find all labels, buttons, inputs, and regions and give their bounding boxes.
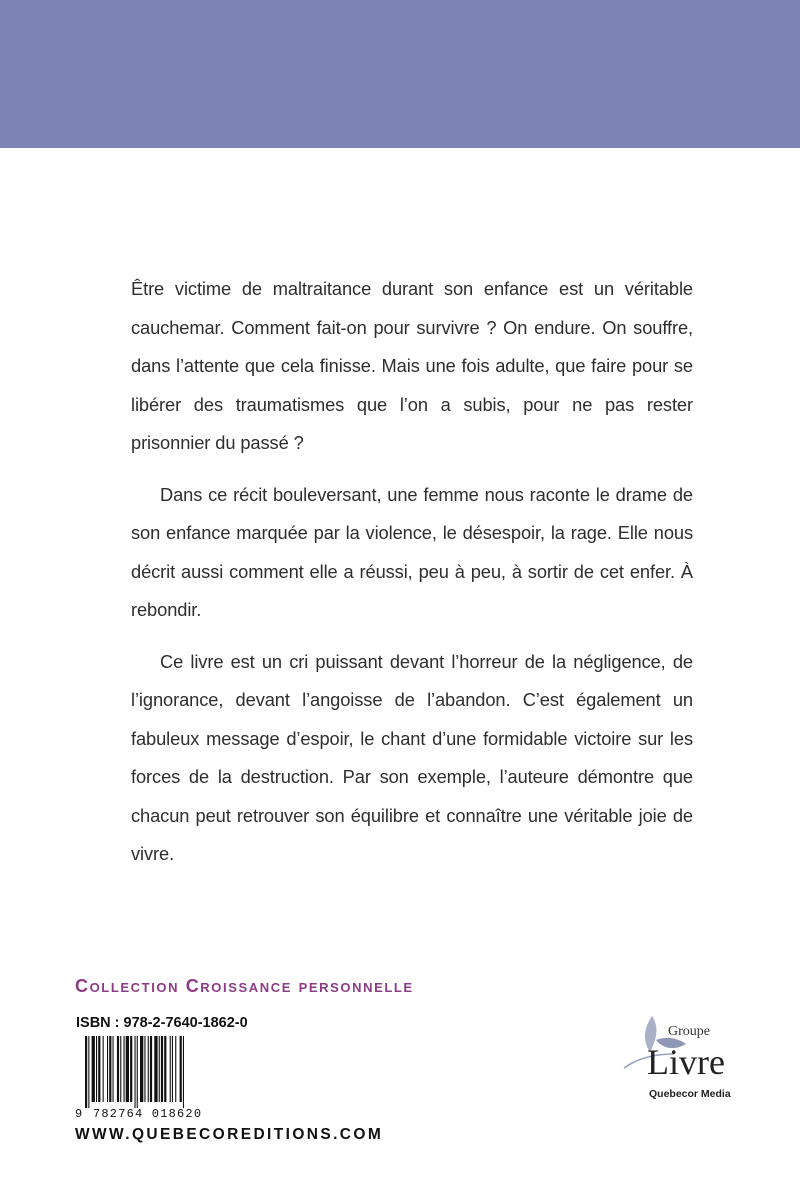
logo-line-quebecor-media: Quebecor Media bbox=[649, 1088, 731, 1100]
barcode-bar bbox=[92, 1036, 95, 1102]
barcode-bar bbox=[88, 1036, 89, 1108]
barcode-bar bbox=[150, 1036, 152, 1102]
barcode-digits: 782764 018620 bbox=[93, 1107, 203, 1121]
barcode-bar bbox=[96, 1036, 97, 1102]
barcode-bar bbox=[117, 1036, 119, 1102]
barcode-bar bbox=[159, 1036, 160, 1102]
barcode-bar bbox=[135, 1036, 136, 1108]
barcode-bar bbox=[175, 1036, 176, 1102]
barcode-bar bbox=[144, 1036, 145, 1102]
isbn-label: ISBN : 978-2-7640-1862-0 bbox=[76, 1015, 248, 1031]
barcode-bar bbox=[161, 1036, 163, 1102]
barcode-bar bbox=[120, 1036, 121, 1102]
barcode-first-digit: 9 bbox=[75, 1107, 83, 1121]
barcode-bar bbox=[140, 1036, 143, 1102]
barcode-bar bbox=[126, 1036, 129, 1102]
barcode-bar bbox=[137, 1036, 138, 1108]
back-cover-blurb bbox=[131, 270, 693, 887]
barcode-bar bbox=[154, 1036, 157, 1102]
publisher-website: WWW.QUEBECOREDITIONS.COM bbox=[75, 1126, 384, 1143]
logo-line-livre: Livre bbox=[647, 1042, 725, 1082]
publisher-logo bbox=[620, 1010, 740, 1120]
blurb-paragraph-1: Être victime de maltraitance durant son enfance est un véritable cauchemar. Comment fait-on pour survivre ? On endure. On souffre, dans l’attente que cela finisse. Mais une fois adulte, que faire pour se libérer des traumatismes que l’on a subis, pour ne pas rester prisonnier du passé ? bbox=[131, 278, 693, 453]
barcode-bar bbox=[172, 1036, 173, 1102]
barcode-bar bbox=[113, 1036, 114, 1102]
barcode-bar bbox=[107, 1036, 108, 1102]
collection-title: Collection Croissance personnelle bbox=[75, 976, 414, 996]
barcode-bar bbox=[109, 1036, 111, 1102]
barcode-bar bbox=[98, 1036, 100, 1102]
barcode-bar bbox=[124, 1036, 125, 1102]
barcode-bar bbox=[85, 1036, 87, 1108]
blurb-paragraph-2: Dans ce récit bouleversant, une femme nous raconte le drame de son enfance marquée par la violence, le désespoir, la rage. Elle nous décrit aussi comment elle a réussi, peu à peu, à sortir de cet enfer. À rebondir. bbox=[131, 483, 693, 620]
top-color-band bbox=[0, 0, 800, 148]
barcode-bar bbox=[130, 1036, 132, 1102]
barcode-bar bbox=[103, 1036, 104, 1102]
barcode-bar bbox=[148, 1036, 149, 1102]
barcode-bar bbox=[164, 1036, 166, 1102]
logo-line-groupe: Groupe bbox=[668, 1024, 710, 1039]
barcode-bars bbox=[75, 1036, 235, 1108]
barcode bbox=[75, 1036, 235, 1124]
barcode-bar bbox=[170, 1036, 171, 1102]
barcode-bar bbox=[180, 1036, 182, 1102]
blurb-paragraph-3: Ce livre est un cri puissant devant l’horreur de la négligence, de l’ignorance, devant l’angoisse de l’abandon. C’est également un fabuleux message d’espoir, le chant d’une formidable victoire sur les forces de la destruction. Par son exemple, l’auteure démontre que chacun peut retrouver son équilibre et connaître une véritable joie de vivre. bbox=[131, 650, 693, 864]
barcode-bar bbox=[183, 1036, 184, 1108]
